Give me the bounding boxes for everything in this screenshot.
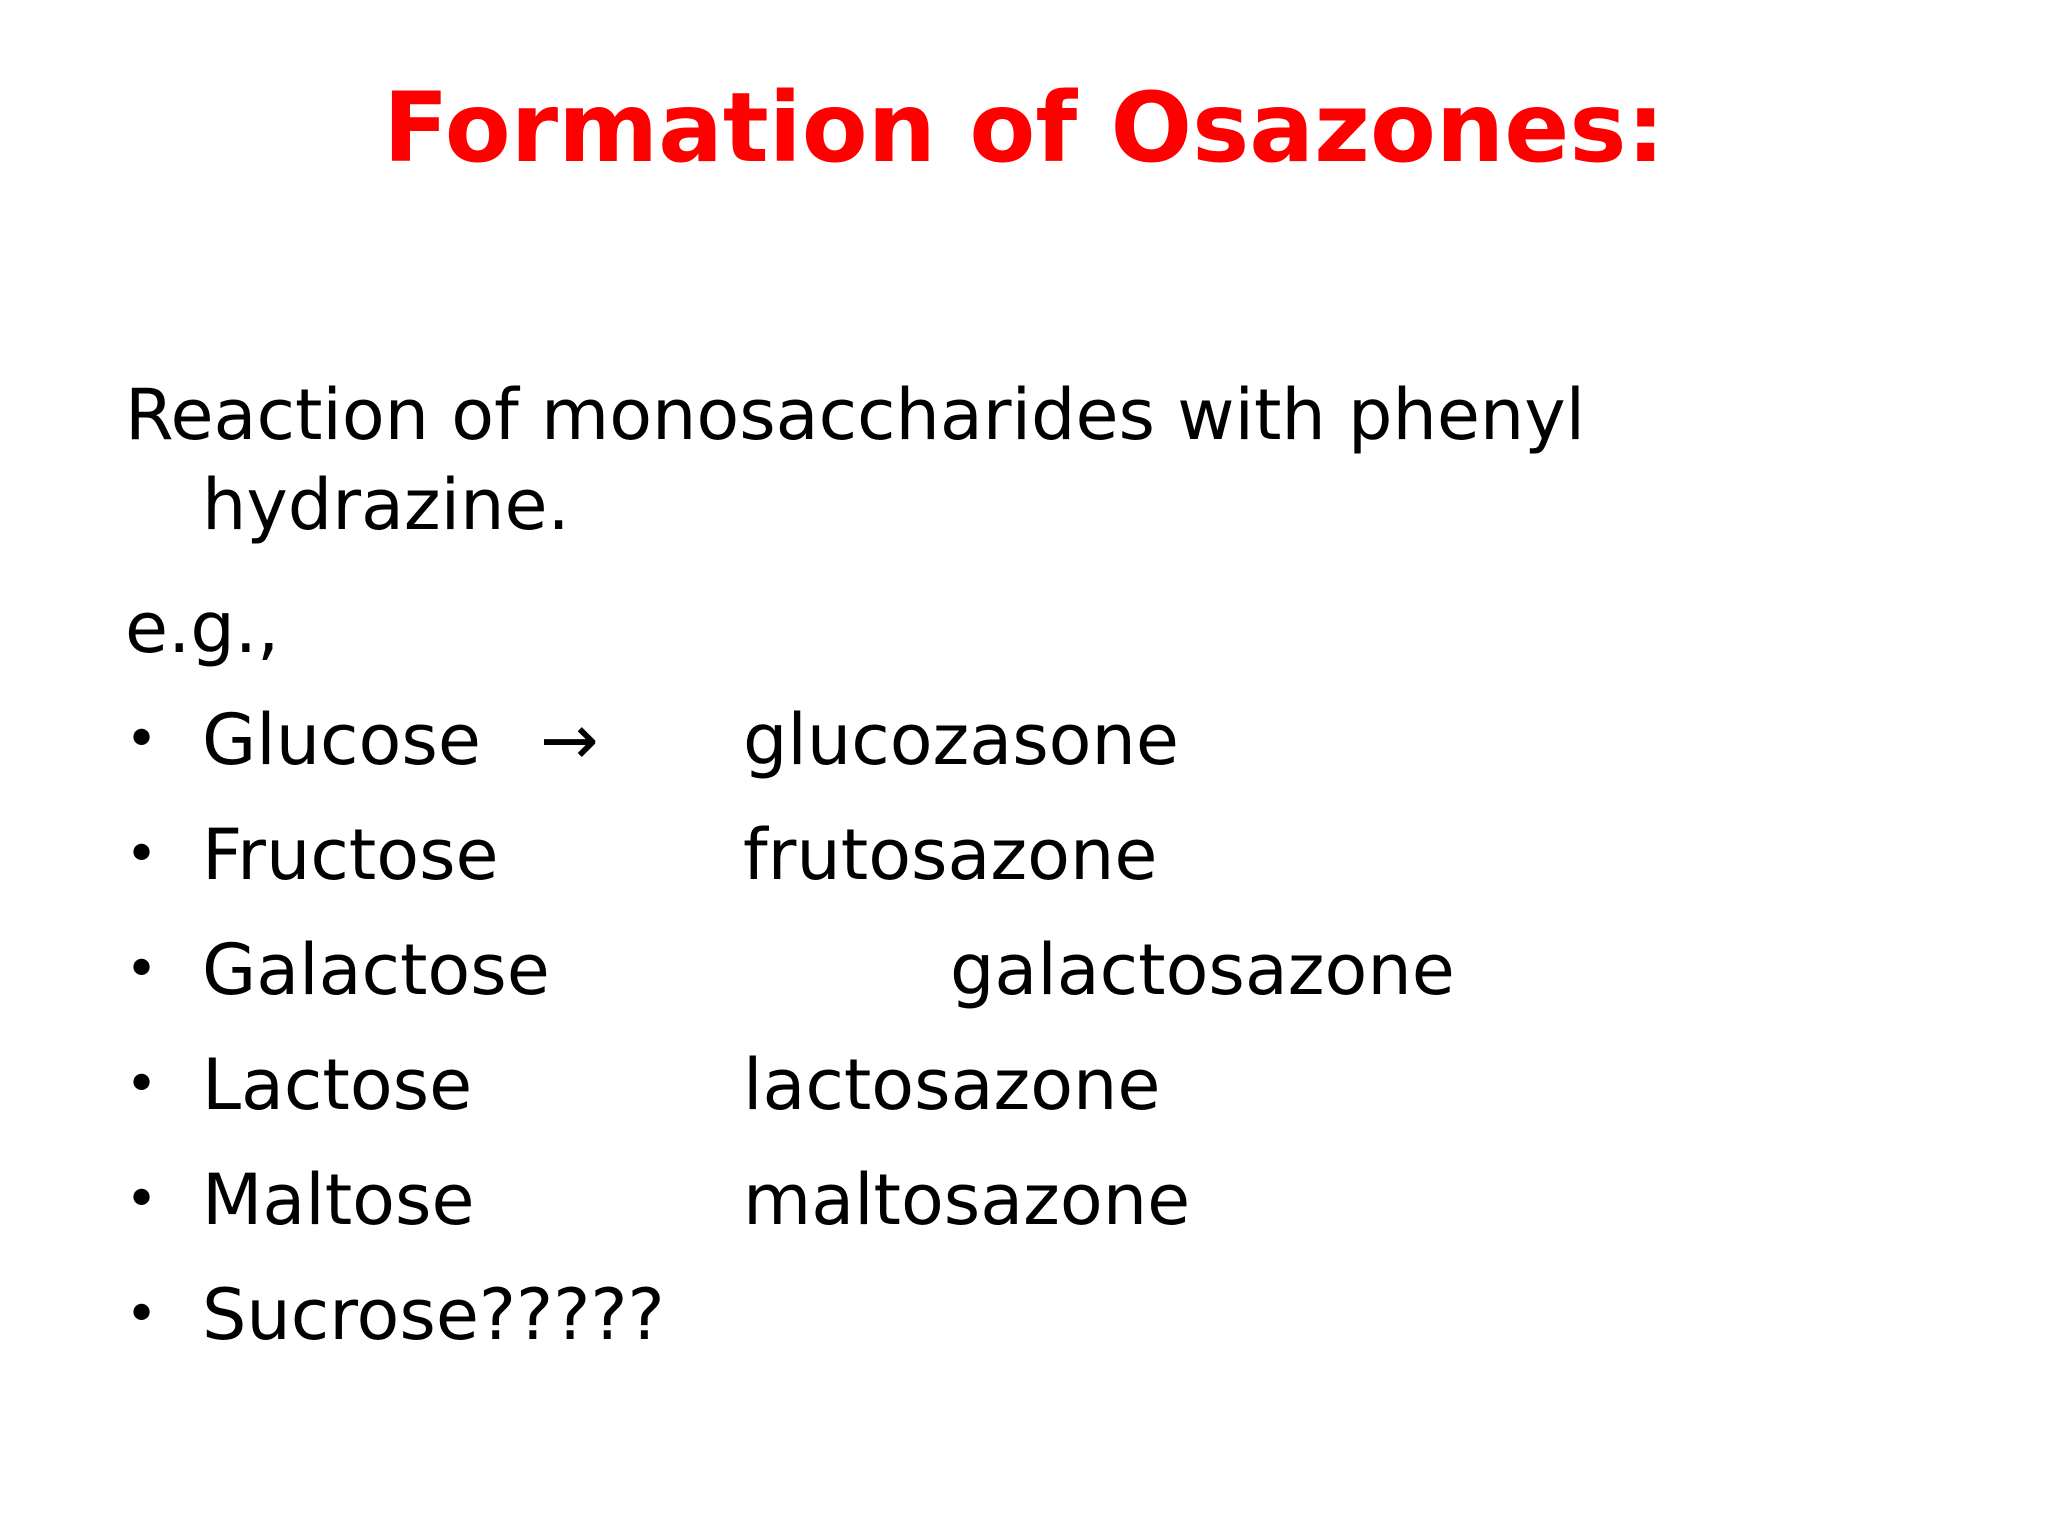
list-item-fructose bbox=[125, 805, 1925, 905]
slide-title: Formation of Osazones: bbox=[383, 72, 1665, 184]
sugar-name: Fructose bbox=[202, 814, 499, 896]
bullet-icon: • bbox=[125, 707, 159, 772]
bullet-icon: • bbox=[125, 1052, 159, 1117]
list-item-glucose bbox=[125, 690, 1925, 790]
example-label: e.g., bbox=[125, 587, 280, 669]
osazone-name: glucozasone bbox=[743, 699, 1179, 781]
list-item-sucrose bbox=[125, 1265, 1925, 1365]
sugar-name: Sucrose????? bbox=[202, 1274, 665, 1356]
osazone-name: maltosazone bbox=[743, 1159, 1191, 1241]
sugar-name: Galactose bbox=[202, 929, 550, 1011]
bullet-icon: • bbox=[125, 1167, 159, 1232]
right-arrow-icon: → bbox=[540, 699, 599, 781]
list-item-maltose bbox=[125, 1150, 1925, 1250]
osazone-name: lactosazone bbox=[743, 1044, 1161, 1126]
sugar-name: Maltose bbox=[202, 1159, 475, 1241]
osazone-name: frutosazone bbox=[743, 814, 1158, 896]
sugar-name: Glucose bbox=[202, 699, 481, 781]
list-item-galactose bbox=[125, 920, 1925, 1020]
intro-text-line-1: Reaction of monosaccharides with phenyl bbox=[125, 374, 1586, 456]
sugar-name: Lactose bbox=[202, 1044, 473, 1126]
bullet-icon: • bbox=[125, 822, 159, 887]
bullet-icon: • bbox=[125, 937, 159, 1002]
bullet-icon: • bbox=[125, 1282, 159, 1347]
osazone-name: galactosazone bbox=[950, 929, 1455, 1011]
list-item-lactose bbox=[125, 1035, 1925, 1135]
intro-text-line-2: hydrazine. bbox=[202, 464, 570, 546]
